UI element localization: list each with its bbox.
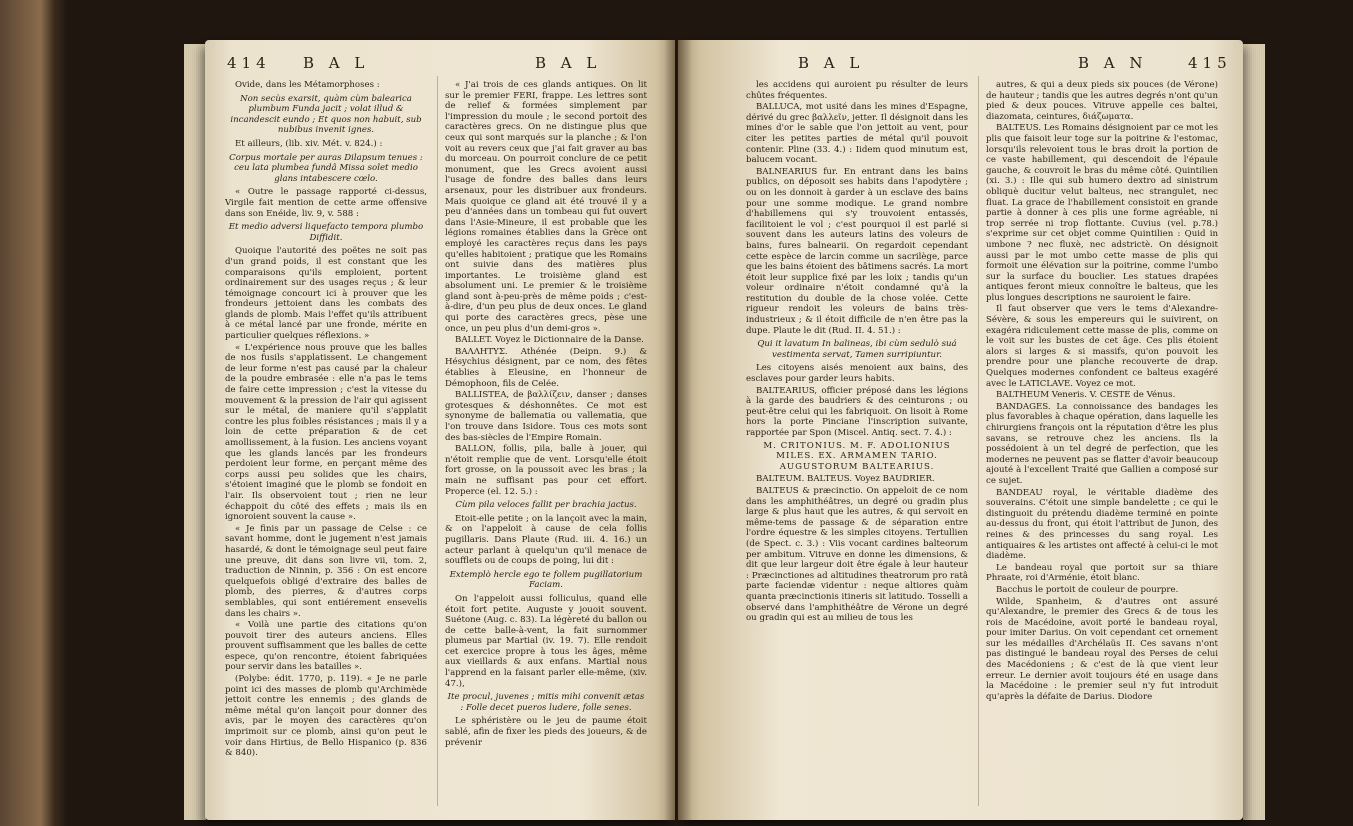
text-paragraph: On l'appeloit aussi folliculus, quand elle étoit fort petite. Auguste y jouoit souvent. Suétone (Aug. c. 83). La légèreté du ballon ou de cette balle-à-vent, la fait surnommer plumeus par Martial (iv. 19. 7). Elle rendoit cet exercice propre à tous les âges, même aux vieillards & aux enfans. Martial nous l'apprend en la faisant parler elle-même, (xiv. 47.),: [445, 593, 647, 689]
text-paragraph: BALLUCA, mot usité dans les mines d'Espagne, dérivé du grec βαλλεῖν, jetter. Il désignoit dans les mines d'or le sable que l'on jettoit au vent, pour citer les petites parties de métal qu'il pouvoit contenir. Pline (33. 4.) : Iidem quod minutum est, balucem vocant.: [746, 102, 968, 166]
text-paragraph: Ovide, dans les Métamorphoses :: [235, 80, 380, 90]
text-paragraph: Non secùs exarsit, quàm cùm balearica plumbum Funda jacit ; volat illud & incandescit eundo ; Et quos non habuit, sub nubibus invenit ignes.: [230, 93, 422, 136]
text-paragraph: Cùm pila veloces fallit per brachia jactus.: [455, 500, 637, 511]
text-paragraph: Ite procul, juvenes ; mitis mihi convenit ætas : Folle decet pueros ludere, folle senes.: [447, 692, 645, 713]
text-paragraph: Extemplò hercle ego te follem pugillatorium Faciam.: [449, 569, 643, 591]
text-paragraph: Quoique l'autorité des poëtes ne soit pas d'un grand poids, il est constant que les comparaisons qu'ils emploient, portent ordinairement sur des usages reçus ; & leur témoignage concourt ici à prouver que les frondeurs jettoient dans les combats des glands de plomb. Mais l'effet qu'ils attribuent à ce métal lancé par une fronde, mérite en particulier quelques réflexions. »: [225, 246, 427, 342]
text-paragraph: BALNEARIUS fur. En entrant dans les bains publics, on déposoit ses habits dans l'apodytère ; ou on les donnoit à garder à un esclave des bains pour une somme modique. Le grand nombre d'habillemens qui s'y trouvoient entassés, facilitoient le vol ; c'est pourquoi il est parlé si souvent dans les auteurs latins des voleurs de bains, fures balnearii. On regardoit cependant cette espèce de larcin comme un sacrilège, parce que les bains étoient des bâtimens sacrés. La mort étoit leur supplice fixé par les loix ; tandis qu'un voleur ordinaire n'étoit condamné qu'à la restitution du double de la chose volée. Cette rigueur rendoit les voleurs de bains très-industrieux ; & il étoit difficile de n'en être pas la dupe. Plaute le dit (Rud. II. 4. 51.) :: [746, 166, 968, 336]
text-paragraph: Les citoyens aisés menoient aux bains, des esclaves pour garder leurs habits.: [746, 363, 968, 385]
left-page-edges: [184, 44, 206, 820]
text-paragraph: « Outre le passage rapporté ci-dessus, Virgile fait mention de cette arme offensive dans son Enéide, liv. 9, v. 588 :: [225, 187, 427, 219]
text-paragraph: « Je finis par un passage de Celse : ce savant homme, dont le jugement n'est jamais hasardé, & dont le témoignage seul peut faire une preuve, dit dans son livre vii, tom. 2, traduction de Ninnin, p. 356 : On est encore quelquefois obligé d'extraire des balles de plomb, des pierres, & d'autres corps semblables, qui sont entiérement ensevelis dans les chairs ».: [225, 523, 427, 619]
right-running-head-a: B A L: [798, 54, 865, 72]
left-page-column-2: [445, 80, 647, 805]
text-paragraph: BALTEUS & præcinctio. On appeloit de ce nom dans les amphithéâtres, un degré ou gradin plus large & plus haut que les autres, & qui servoit en même-tems de passage & de séparation entre l'ordre équestre & les simples citoyens. Tertullien (de Spect. c. 3.) : Viis vocant cardines balteorum per ambitum. Vitruve en donne les dimensions, & dit que leur largeur doit être égale à leur hauteur : Præcinctiones ad altitudines theatrorum pro ratâ parte faciendæ videntur : neque altiores quàm quanta præcinctionis itineris sit latitudo. Tosselli a observé dans l'amphithéâtre de Vérone un degré ou gradin qui est au milieu de tous les: [746, 485, 968, 624]
text-paragraph: Et ailleurs, (lib. xiv. Mét. v. 824.) :: [235, 138, 383, 149]
text-paragraph: autres, & qui a deux pieds six pouces (de Vérone) de hauteur ; tandis que les autres degrés n'ont qu'un pied & deux pouces. Vitruve appelle ces baltei, diazomata, ceintures, διάζωματα.: [986, 80, 1218, 122]
text-paragraph: BALTHEUM Veneris. V. CESTE de Vénus.: [996, 390, 1176, 401]
column-rule: [437, 76, 438, 806]
right-page-column-1: [746, 80, 968, 805]
text-paragraph: Corpus mortale per auras Dilapsum tenues : ceu lata plumbea fundâ Missa solet medio glans intabescere cœlo.: [229, 152, 423, 184]
right-running-head-b: B A N: [1078, 54, 1148, 72]
text-paragraph: Wilde, Spanheim, & d'autres ont assuré qu'Alexandre, le premier des Grecs & de tous les rois de Macédoine, avoit porté le bandeau royal, pour imiter Darius. On voit cependant cet ornement sur les médailles d'Archélaüs II. Ces savans n'ont pas distingué le bandeau royal des Perses de celui des Macédoniens ; & c'est de là que vient leur erreur. Le dernier avoit toujours été en usage dans la Macédoine : le premier seul n'y fut introduit qu'après la défaite de Darius. Diodore: [986, 596, 1218, 702]
left-page-column-1: [225, 80, 427, 805]
text-paragraph: BANDEAU royal, le véritable diadème des souverains. C'étoit une simple bandelette ; ce qui le distinguoit du prétendu diadème terminé en pointe au-dessus du front, qui étoit l'attribut de Junon, des reines & des princesses du sang royal. Les antiquaires & les artistes ont affecté à celui-ci le mot diadème.: [986, 487, 1218, 562]
text-paragraph: Il faut observer que vers le tems d'Alexandre-Sévère, & sous les empereurs qui le suivirent, on exagéra ridiculement cette masse de plis, comme on le voit sur les bustes de cet âge. Ces plis étoient alors si larges & si massifs, qu'on pouvoit les prendre pour une planche recouverte de drap. Quelques modernes confondent ce balteus exagéré avec le LATICLAVE. Voyez ce mot.: [986, 304, 1218, 389]
right-page-edges: [1243, 44, 1265, 820]
text-paragraph: BANDAGES. La connoissance des bandages les plus favorables à chaque opération, dans laquelle les chirurgiens françois ont la réputation d'être les plus savans, se retrouve chez les anciens. Ils la possédoient à un tel degré de perfection, que les modernes ne peuvent pas se flatter d'avoir beaucoup ajouté à l'excellent Traité que Gallien a composé sur ce sujet.: [986, 401, 1218, 486]
column-rule: [978, 76, 979, 806]
text-paragraph: (Polybe: édit. 1770, p. 119). « Je ne parle point ici des masses de plomb qu'Archimède jettoit contre les ennemis ; des glands de même métal qu'on lançoit pour donner des avis, par le moyen des caractères qu'on imprimoit sur ce plomb, ainsi qu'on peut le voir dans Hirtius, de Bello Hispanico (p. 836 & 840).: [225, 674, 427, 759]
text-paragraph: BALTEARIUS, officier préposé dans les légions à la garde des baudriers & des ceinturons ; ou peut-être celui qui les fabriquoit. On lisoit à Rome hors la porte Pinciane l'inscription suivante, rapportée par Spon (Miscel. Antiq. sect. 7. 4.) :: [746, 385, 968, 438]
text-paragraph: BALTEUM. BALTEUS. Voyez BAUDRIER.: [756, 474, 935, 485]
text-paragraph: « J'ai trois de ces glands antiques. On lit sur le premier FERI, frappe. Les lettres sont de relief & formées simplement par l'impression du moule ; le second portoit des caractères grecs. On ne distingue plus que ceux qui sont marqués sur la planche ; & l'on voit au revers ceux que j'ai fait graver au bas du morceau. On pourroit conclure de ce petit monument, que les Grecs avoient aussi l'usage de fondre des balles dans leurs arsenaux, pour les distribuer aux frondeurs. Mais quoique ce gland ait été trouvé il y a peu d'années dans un tombeau qui fut ouvert dans l'Asie-Mineure, il est probable que les légions romaines établies dans la Grèce ont employé les caractères reçus dans les pays qu'elles habitoient ; pratique que les Romains ont suivie dans des matières plus importantes. Le troisième gland est absolument uni. Le premier & le troisième gland sont à-peu-près de même poids ; c'est-à-dire, d'un peu plus de deux onces. Le gland qui porte des caractères grecs, pèse une once, un peu plus d'un demi-gros ».: [445, 80, 647, 334]
text-paragraph: « L'expérience nous prouve que les balles de nos fusils s'applatissent. Le changement de leur forme n'est pas causé par la chaleur de la poudre embrasée : elle n'a pas le tems de faire cette impression ; c'est la vitesse du mouvement & la pression de l'air qui agissent sur le métal, de maniere qu'il s'applatit contre les plus foibles résistances ; mais il y a loin de cette préparation & de cet amollissement, à la fusion. Les anciens voyant que les glands lancés par les frondeurs perdoient leur forme, en perçant même des corps aussi peu solides que les chairs, s'étoient imaginé que le plomb se fondoit en l'air. Ils observoient tout ; rien ne leur échappoit du côté des effets ; mais ils en ignoroient souvent la cause ».: [225, 342, 427, 523]
left-running-head-a: B A L: [303, 54, 370, 72]
book-spine: [664, 40, 692, 820]
right-page-number: 415: [1188, 54, 1232, 72]
left-running-head-b: B A L: [535, 54, 602, 72]
text-paragraph: M. CRITONIUS. M. F. ADOLIONIUS MILES. EX. ARMAMEN TARIO. AUGUSTORUM BALTEARIUS.: [763, 440, 951, 472]
text-paragraph: Le bandeau royal que portoit sur sa thiare Phraate, roi d'Arménie, étoit blanc.: [986, 562, 1218, 584]
left-page-number: 414: [227, 54, 271, 72]
left-page: [205, 40, 675, 820]
text-paragraph: Etoit-elle petite ; on la lançoit avec la main, & on l'appeloit à cause de cela follis pugillaris. Dans Plaute (Rud. iii. 4. 16.) un acteur parlant à quelqu'un qu'il menace de soufflets ou de coups de poing, lui dit :: [445, 513, 647, 567]
text-paragraph: Bacchus le portoit de couleur de pourpre.: [996, 584, 1179, 595]
text-paragraph: Et medio adversi liquefacto tempora plumbo Diffidit.: [228, 222, 424, 243]
right-page: [678, 40, 1243, 820]
right-page-column-2: [986, 80, 1218, 805]
text-paragraph: BALTEUS. Les Romains désignoient par ce mot les plis que faisoit leur toge sur la poitrine & l'estomac, lorsqu'ils relevoient tous le bras droit la portion de ce vaste habillement, qui descendoit de l'épaule gauche, & couvroit le bras du même côté. Quintilien (xi. 3.) : Ille qui sub humero dextro ad sinistrum obliquè ducitur velut balteus, nec strangulet, nec fluat. La grace de l'habillement consistoit en grande partie à donner à ces plis une forme agréable, ni trop serrée ni trop flottante. Cuvius (vel. p.78.) s'exprime sur cet objet comme Quintilien : Quid in umbone ? nec fluxè, nec adstrictè. On désignoit aussi par le mot umbo cette masse de plis qui formoit une élévation sur la poitrine, comme l'umbo sur la surface du bouclier. Les statues drapées antiques feront mieux connoître le balteus, que les plus longues descriptions ne sauroient le faire.: [986, 123, 1218, 303]
text-paragraph: BALLISTEA, de βαλλίζειν, danser ; danses grotesques & déshonnêtes. Ce mot est synonyme de ballematia ou vallematia, que l'on trouve dans Isidore. Tous ces mots sont des bas-siècles de l'Empire Romain.: [445, 390, 647, 443]
text-paragraph: Le sphéristère ou le jeu de paume étoit sablé, afin de fixer les pieds des joueurs, & de prévenir: [445, 716, 647, 748]
text-paragraph: BALLON, follis, pila, balle à jouer, qui n'étoit remplie que de vent. Lorsqu'elle étoit fort grosse, on la poussoit avec les bras ; la main ne suffisant pas pour cet effort. Properce (el. 12. 5.) :: [445, 444, 647, 497]
text-paragraph: Qui it lavatum In balineas, ibi cùm sedulò suá vestimenta servat, Tamen surripiuntur.: [757, 339, 957, 360]
text-paragraph: « Voilà une partie des citations qu'on pouvoit tirer des auteurs anciens. Elles prouvent suffisamment que les balles de cette espece, qu'on rencontre, étoient fabriquées pour servir dans les batailles ».: [225, 620, 427, 673]
text-paragraph: ΒΑΛΛΗΤΥΣ. Athénée (Deipn. 9.) & Hésychius désignent, par ce nom, des fêtes établies à Eleusine, en l'honneur de Démophoon, fils de Celée.: [445, 346, 647, 389]
text-paragraph: BALLET. Voyez le Dictionnaire de la Danse.: [455, 335, 644, 346]
text-paragraph: les accidens qui auroient pu résulter de leurs chûtes fréquentes.: [746, 80, 968, 101]
